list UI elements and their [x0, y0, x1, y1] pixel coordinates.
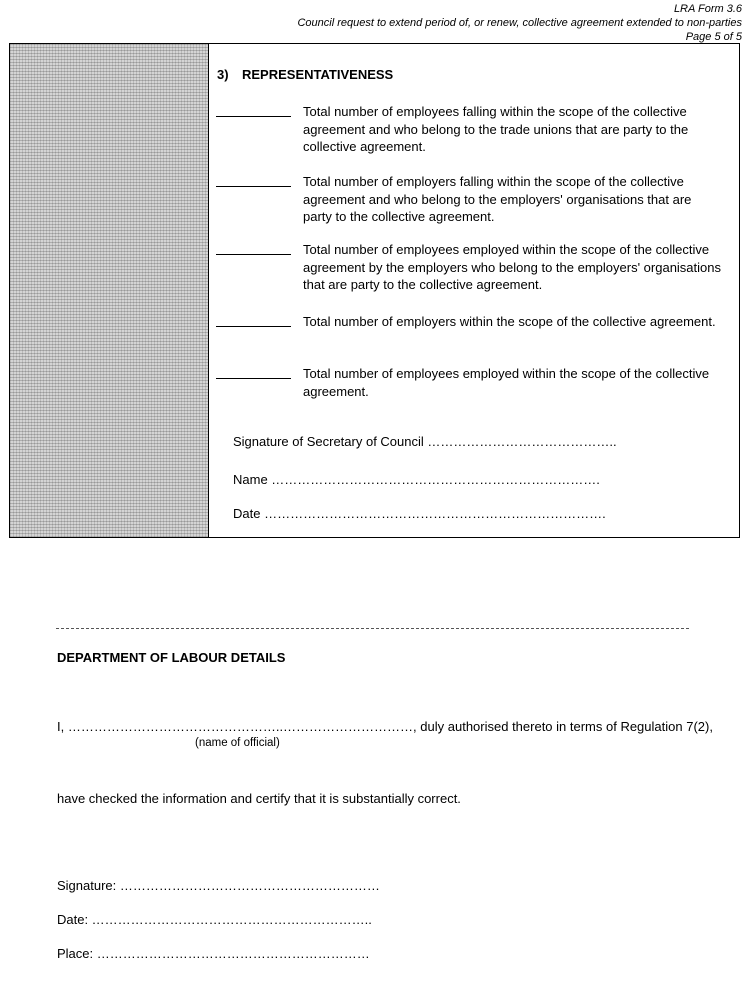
- number-field[interactable]: [216, 378, 291, 379]
- shaded-margin: [10, 44, 209, 537]
- name-note: (name of official): [195, 737, 280, 749]
- official-signature-field[interactable]: Signature: ……………………………………………………: [57, 878, 380, 893]
- divider: [56, 628, 689, 629]
- section-heading: [217, 66, 393, 84]
- form-subtitle: Council request to extend period of, or renew, collective agreement extended to non-parties: [297, 17, 742, 29]
- number-field[interactable]: [216, 326, 291, 327]
- secretary-date-field[interactable]: Date …………………………………………………………………….: [233, 506, 606, 521]
- section-number: 3): [217, 67, 229, 82]
- form-number: LRA Form 3.6: [673, 3, 742, 15]
- official-date-field[interactable]: Date: ………………………………………………………..: [57, 912, 372, 927]
- item-text: Total number of employees falling within the scope of the collective agreement and who belong to the trade unions that are party to the collective agreement.: [303, 104, 689, 155]
- official-place-field[interactable]: Place: ………………………………………………………: [57, 946, 370, 961]
- item-text: Total number of employers falling within the scope of the collective agreement and who belong to the employers' organisations that are party to the collective agreement.: [303, 174, 692, 225]
- official-declaration[interactable]: I, …………………………………………..…………………………, duly authorised thereto in terms of Regulation 7(2),: [57, 719, 713, 734]
- page-number: Page 5 of 5: [685, 31, 742, 43]
- representativeness-box: [9, 43, 740, 538]
- representativeness-content: [209, 44, 739, 537]
- number-field[interactable]: [216, 116, 291, 117]
- item-text: Total number of employees employed within the scope of the collective agreement.: [303, 366, 710, 399]
- number-field[interactable]: [216, 254, 291, 255]
- item-text: Total number of employers within the scope of the collective agreement.: [303, 314, 716, 329]
- item-text: Total number of employees employed within the scope of the collective agreement by the employers who belong to the employers' organisations that are party to the collective agreement.: [303, 242, 721, 293]
- secretary-name-field[interactable]: Name ………………………………………………………………….: [233, 472, 600, 487]
- section-title: REPRESENTATIVENESS: [242, 67, 394, 82]
- number-field[interactable]: [216, 186, 291, 187]
- certify-statement: have checked the information and certify that it is substantially correct.: [57, 791, 461, 806]
- department-title: DEPARTMENT OF LABOUR DETAILS: [57, 650, 286, 665]
- secretary-signature-field[interactable]: Signature of Secretary of Council ……………………………………..: [233, 434, 617, 449]
